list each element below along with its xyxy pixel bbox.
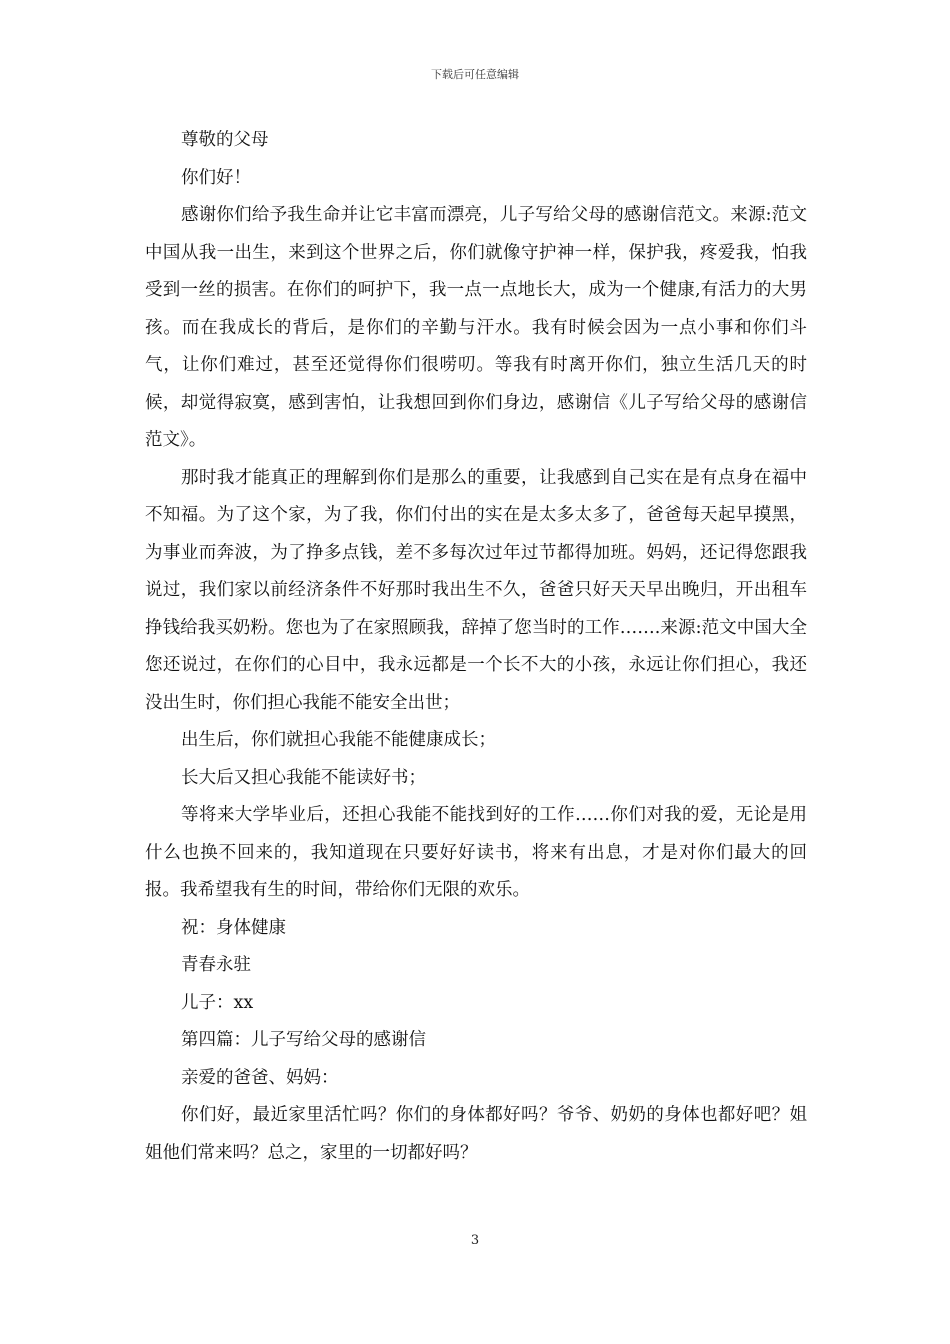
page-number: 3	[470, 1233, 480, 1248]
paragraph: 感谢你们给予我生命并让它丰富而漂亮，儿子写给父母的感谢信范文。来源:范文中国从我一出生，来到这个世界之后，你们就像守护神一样，保护我，疼爱我，怕我受到一丝的损害。在你们的呵护下，我一点一点地长大，成为一个健康,有活力的大男孩。而在我成长的背后，是你们的辛勤与汗水。我有时候会因为一点小事和你们斗气，让你们难过，甚至还觉得你们很唠叨。等我有时离开你们，独立生活几天的时候，却觉得寂寞，感到害怕，让我想回到你们身边，感谢信《儿子写给父母的感谢信范文》。	[145, 205, 807, 450]
salutation: 尊敬的父母	[181, 130, 269, 150]
paragraph: 等将来大学毕业后，还担心我能不能找到好的工作……你们对我的爱，无论是用什么也换不回来的，我知道现在只要好好读书，将来有出息，才是对你们最大的回报。我希望我有生的时间，带给你们无限的欢乐。	[145, 805, 807, 900]
section-title: 第四篇：儿子写给父母的感谢信	[181, 1030, 426, 1050]
paragraph: 长大后又担心我能不能读好书；	[181, 767, 426, 788]
page-header: 下载后可任意编辑	[431, 68, 519, 81]
paragraph: 你们好，最近家里活忙吗？你们的身体都好吗？爷爷、奶奶的身体也都好吧？姐姐他们常来吗？总之，家里的一切都好吗？	[145, 1105, 807, 1163]
signature: 儿子：xx	[181, 992, 254, 1013]
paragraph: 出生后，你们就担心我能不能健康成长；	[181, 730, 496, 750]
paragraph: 那时我才能真正的理解到你们是那么的重要，让我感到自己实在是有点身在福中不知福。为了这个家，为了我，你们付出的实在是太多太多了，爸爸每天起早摸黑，为事业而奔波，为了挣多点钱，差不多每次过年过节都得加班。妈妈，还记得您跟我说过，我们家以前经济条件不好那时我出生不久，爸爸只好天天早出晚归，开出租车挣钱给我买奶粉。您也为了在家照顾我，辞掉了您当时的工作…….来源:范文中国大全您还说过，在你们的心目中，我永远都是一个长不大的小孩，永远让你们担心，我还没出生时，你们担心我能不能安全出世；	[145, 467, 807, 713]
letter-body	[145, 122, 807, 1172]
closing-wish: 祝：身体健康	[181, 917, 286, 938]
closing-wish: 青春永驻	[181, 955, 251, 975]
salutation: 亲爱的爸爸、妈妈：	[181, 1067, 339, 1088]
greeting: 你们好！	[181, 167, 251, 188]
